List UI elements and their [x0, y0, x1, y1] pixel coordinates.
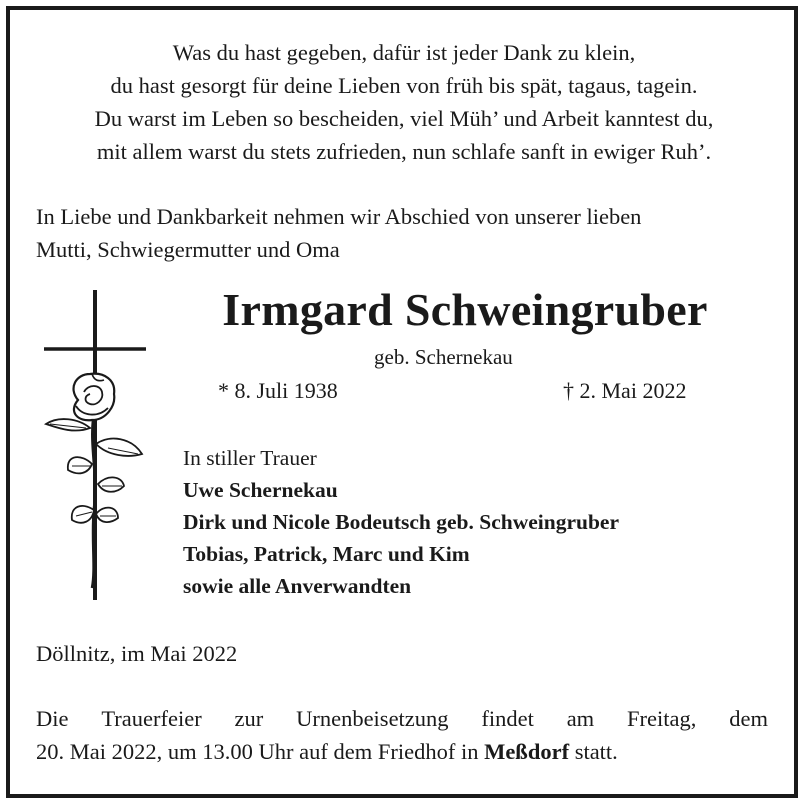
poem-line: Du warst im Leben so bescheiden, viel Müh’ und Arbeit kanntest du,	[94, 106, 714, 131]
mourners	[183, 442, 783, 602]
cemetery-location: Meßdorf	[484, 739, 570, 764]
mourner-name: Dirk und Nicole Bodeutsch geb. Schweingruber	[183, 510, 620, 534]
notice-word: Die	[36, 706, 69, 731]
poem-line: du hast gesorgt für deine Lieben von früh bis spät, tagaus, tagein.	[110, 73, 698, 98]
notice-word: findet	[481, 706, 534, 731]
birth-date: * 8. Juli 1938	[218, 378, 338, 403]
born-name: geb. Schernekau	[374, 345, 513, 369]
place-date: Döllnitz, im Mai 2022	[36, 641, 238, 666]
notice-word: dem	[729, 706, 768, 731]
mourners-heading: In stiller Trauer	[183, 446, 317, 470]
notice-text: 20. Mai 2022, um 13.00 Uhr auf dem Friedhof in	[36, 739, 485, 764]
intro-line: Mutti, Schwiegermutter und Oma	[36, 237, 340, 262]
cross-with-rose-icon	[38, 288, 148, 600]
notice-line-1	[36, 702, 768, 735]
intro-text	[36, 200, 776, 266]
notice-line-2	[36, 735, 768, 768]
poem	[34, 36, 774, 168]
poem-line: Was du hast gegeben, dafür ist jeder Dank zu klein,	[172, 40, 636, 65]
death-date: † 2. Mai 2022	[563, 378, 687, 403]
notice-word: Freitag,	[627, 706, 697, 731]
deceased-name: Irmgard Schweingruber	[222, 284, 708, 335]
notice-word: am	[566, 706, 595, 731]
funeral-notice	[36, 702, 768, 768]
mourner-name: Tobias, Patrick, Marc und Kim	[183, 542, 470, 566]
mourner-name: sowie alle Anverwandten	[183, 574, 412, 598]
poem-line: mit allem warst du stets zufrieden, nun schlafe sanft in ewiger Ruh’.	[96, 139, 712, 164]
notice-word: zur	[234, 706, 264, 731]
obituary-card	[6, 6, 798, 798]
notice-word: Trauerfeier	[101, 706, 202, 731]
notice-word: Urnenbeisetzung	[296, 706, 449, 731]
intro-line: In Liebe und Dankbarkeit nehmen wir Abschied von unserer lieben	[36, 204, 642, 229]
mourner-name: Uwe Schernekau	[183, 478, 338, 502]
notice-text: statt.	[569, 739, 618, 764]
